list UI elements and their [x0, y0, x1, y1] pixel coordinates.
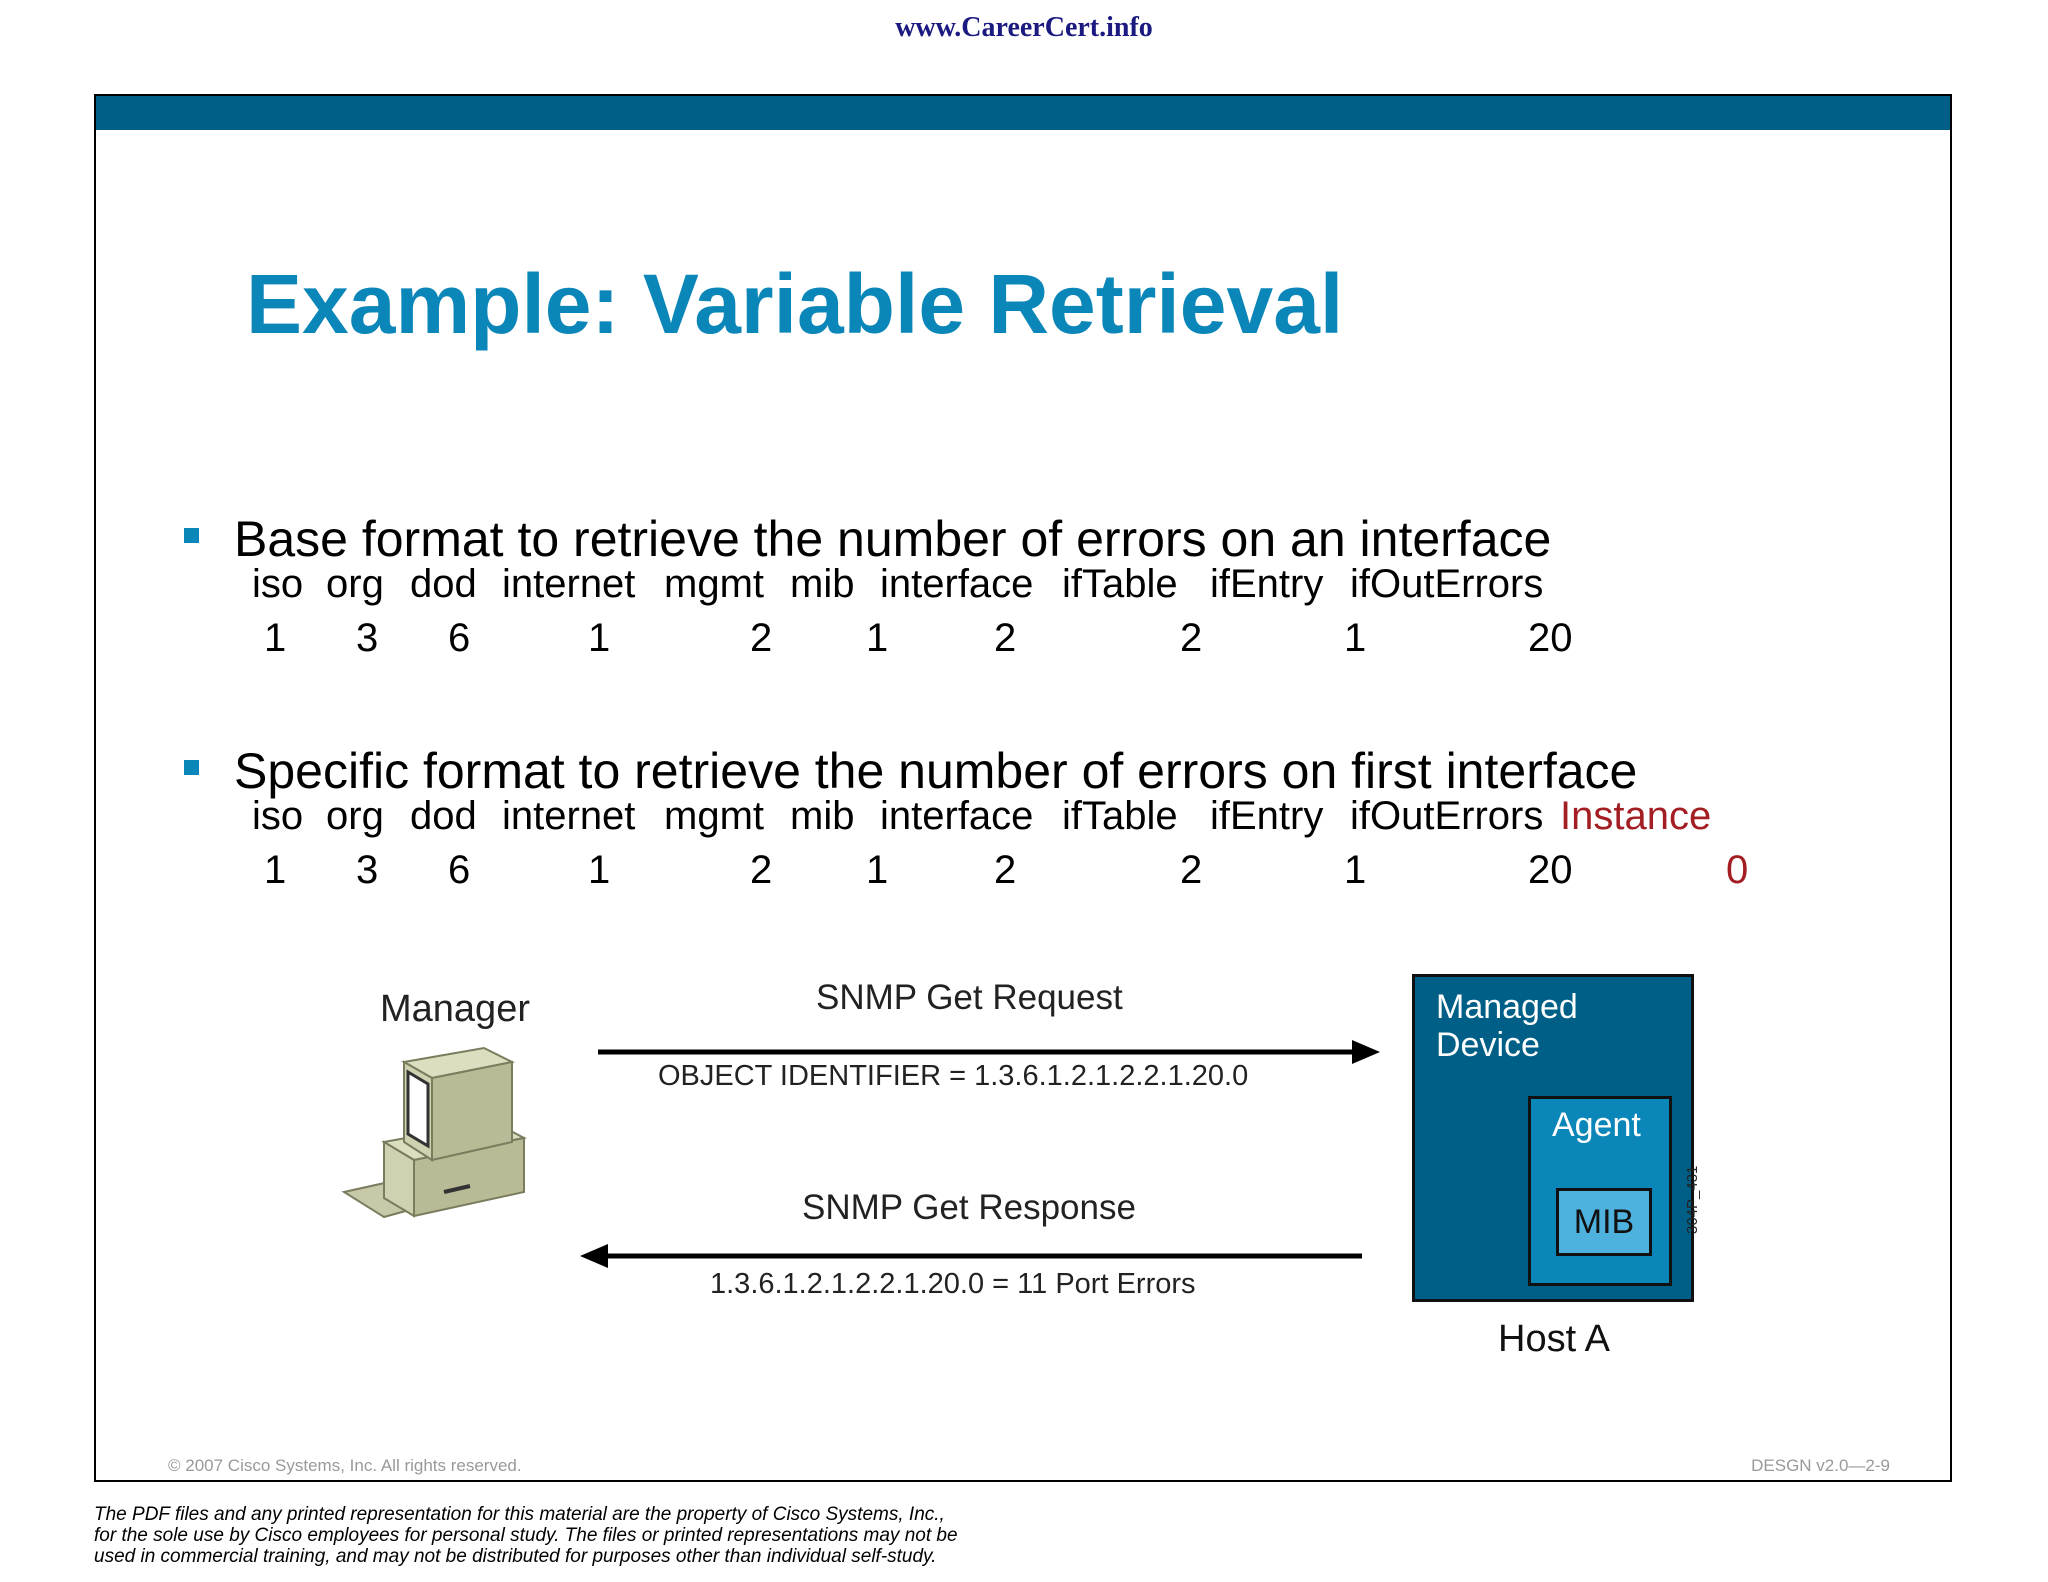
manager-computer-icon [324, 1042, 564, 1242]
oid-name-ifouterrors: ifOutErrors [1350, 794, 1544, 838]
oid-number: 1 [264, 848, 287, 892]
oid-name-iso: iso [252, 794, 304, 838]
slide-frame [94, 94, 1952, 1482]
slide-copyright: © 2007 Cisco Systems, Inc. All rights reserved. [168, 1456, 522, 1475]
request-oid-text: OBJECT IDENTIFIER = 1.3.6.1.2.1.2.2.1.20.0 [658, 1060, 1249, 1092]
agent-label: Agent [1552, 1106, 1641, 1144]
oid-number: 2 [994, 616, 1017, 660]
oid-name-instance: Instance [1560, 794, 1712, 838]
oid-number: 20 [1528, 848, 1573, 892]
site-url[interactable]: www.CareerCert.info [895, 12, 1153, 43]
oid-name-iftable: ifTable [1062, 562, 1178, 606]
oid-name-dod: dod [410, 794, 477, 838]
oid-name-internet: internet [502, 794, 636, 838]
managed-device-label [1436, 988, 1578, 1064]
oid-number: 2 [750, 616, 773, 660]
oid-number: 2 [750, 848, 773, 892]
figure-id: 304P_431 [1684, 1165, 1701, 1234]
managed-device-line1: Managed [1436, 988, 1578, 1026]
oid-name-dod: dod [410, 562, 477, 606]
mib-box: MIB [1556, 1188, 1652, 1256]
request-label: SNMP Get Request [816, 978, 1123, 1017]
oid-number: 6 [448, 848, 471, 892]
oid-number-instance: 0 [1726, 848, 1749, 892]
oid-number: 1 [264, 616, 287, 660]
oid-number: 1 [588, 616, 611, 660]
oid-name-iftable: ifTable [1062, 794, 1178, 838]
disclaimer-line: used in commercial training, and may not be distributed for purposes other than individual self-study. [94, 1546, 937, 1567]
oid-number: 1 [1344, 616, 1367, 660]
oid-name-ifouterrors: ifOutErrors [1350, 562, 1544, 606]
oid-name-mgmt: mgmt [664, 794, 764, 838]
disclaimer [94, 1504, 958, 1567]
oid-name-mib: mib [790, 794, 855, 838]
oid-number: 1 [1344, 848, 1367, 892]
oid-name-org: org [326, 562, 384, 606]
disclaimer-line: for the sole use by Cisco employees for personal study. The files or printed representations may not be [94, 1525, 958, 1546]
oid-number: 3 [356, 848, 379, 892]
oid-number: 1 [866, 848, 889, 892]
oid-name-iso: iso [252, 562, 304, 606]
oid-name-interface: interface [880, 562, 1034, 606]
bullet-marker [184, 760, 199, 775]
oid-number: 2 [1180, 616, 1203, 660]
host-label: Host A [1498, 1318, 1610, 1360]
oid-name-ifentry: ifEntry [1210, 794, 1324, 838]
oid-number: 1 [588, 848, 611, 892]
oid-name-org: org [326, 794, 384, 838]
response-value-text: 1.3.6.1.2.1.2.2.1.20.0 = 11 Port Errors [710, 1268, 1196, 1300]
oid-number: 1 [866, 616, 889, 660]
bullet-text: Specific format to retrieve the number of errors on first interface [234, 743, 1638, 799]
slide-title: Example: Variable Retrieval [246, 257, 1344, 351]
bullet-marker [184, 528, 199, 543]
disclaimer-line: The PDF files and any printed representation for this material are the property of Cisco Systems, Inc., [94, 1504, 945, 1525]
managed-device-line2: Device [1436, 1026, 1540, 1064]
oid-name-mgmt: mgmt [664, 562, 764, 606]
slide-header-bar [96, 96, 1950, 130]
oid-name-ifentry: ifEntry [1210, 562, 1324, 606]
manager-label: Manager [380, 988, 530, 1030]
oid-number: 2 [1180, 848, 1203, 892]
oid-number: 3 [356, 616, 379, 660]
oid-name-mib: mib [790, 562, 855, 606]
oid-number: 2 [994, 848, 1017, 892]
slide-version: DESGN v2.0—2-9 [1751, 1456, 1890, 1475]
oid-number: 6 [448, 616, 471, 660]
oid-name-internet: internet [502, 562, 636, 606]
response-label: SNMP Get Response [802, 1188, 1136, 1227]
oid-name-interface: interface [880, 794, 1034, 838]
oid-number: 20 [1528, 616, 1573, 660]
bullet-text: Base format to retrieve the number of errors on an interface [234, 511, 1552, 567]
